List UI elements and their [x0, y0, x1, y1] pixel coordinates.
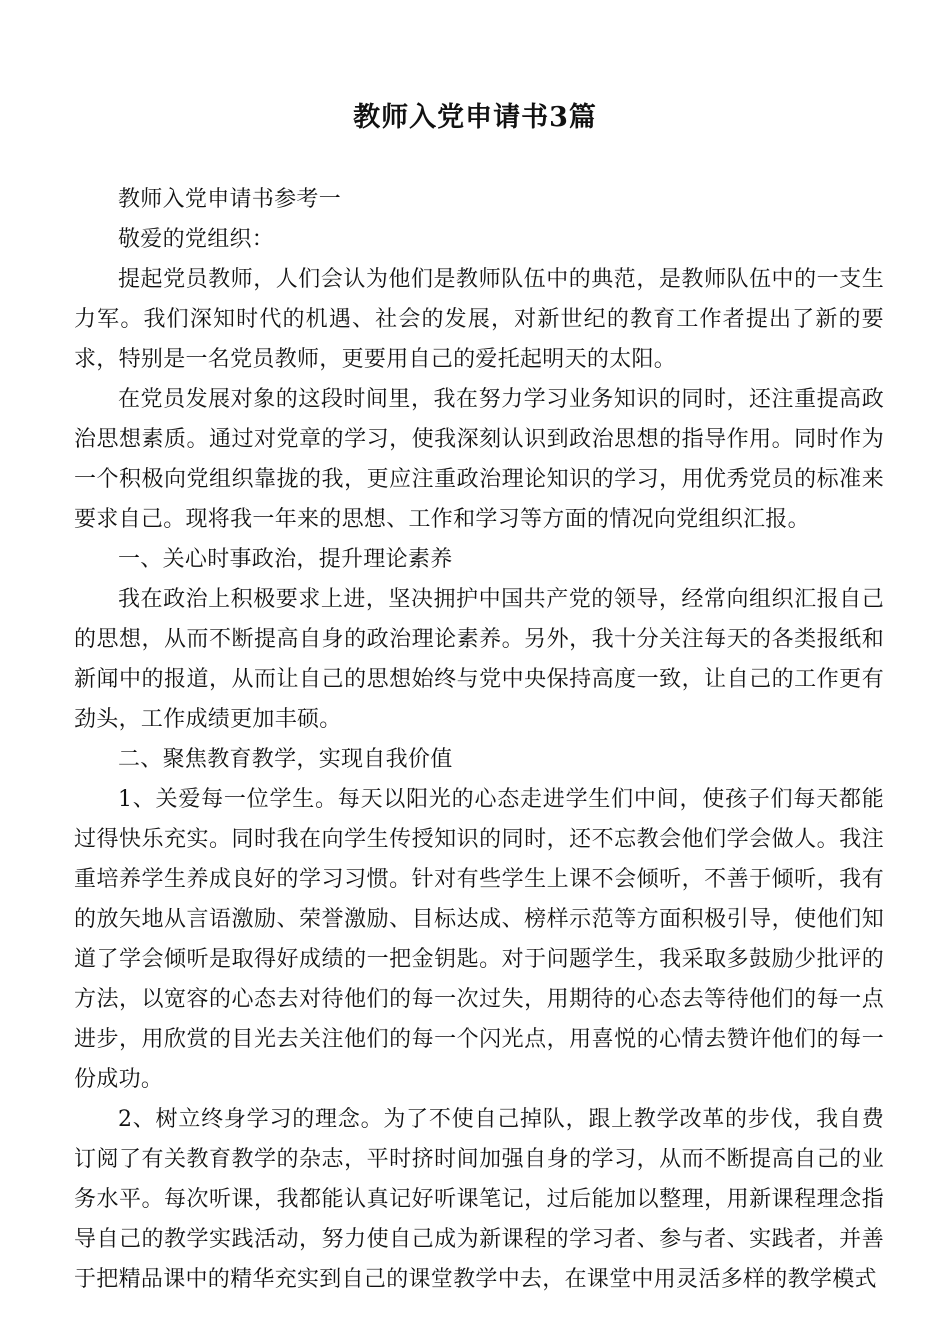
section-heading-teaching: 二、聚焦教育教学，实现自我价值: [118, 747, 453, 772]
document-body: [74, 180, 884, 1300]
paragraph-development-period: 在党员发展对象的这段时间里，我在努力学习业务知识的同时，还注重提高政治思想素质。通过对党章的学习，使我深刻认识到政治思想的指导作用。同时作为一个积极向党组织靠拢的我，更应注重政治理论知识的学习，用优秀党员的标准来要求自己。现将我一年来的思想、工作和学习等方面的情况向党组织汇报。: [74, 387, 884, 532]
document-title: 教师入党申请书3篇: [353, 102, 597, 133]
paragraph-lifelong-learning: 2、树立终身学习的理念。为了不使自己掉队，跟上教学改革的步伐，我自费订阅了有关教育教学的杂志，平时挤时间加强自身的学习，从而不断提高自己的业务水平。每次听课，我都能认真记好听课笔记，过后能加以整理，用新课程理念指导自己的教学实践活动，努力使自己成为新课程的学习者、参与者、实践者，并善于把精品课中的精华充实到自己的课堂教学中去，在课堂中用灵活多样的教学模式: [74, 1107, 884, 1292]
paragraph-care-students: 1、关爱每一位学生。每天以阳光的心态走进学生们中间，使孩子们每天都能过得快乐充实。同时我在向学生传授知识的同时，还不忘教会他们学会做人。我注重培养学生养成良好的学习习惯。针对有些学生上课不会倾听，不善于倾听，我有的放矢地从言语激励、荣誉激励、目标达成、榜样示范等方面积极引导，使他们知道了学会倾听是取得好成绩的一把金钥匙。对于问题学生，我采取多鼓励少批评的方法，以宽容的心态去对待他们的每一次过失，用期待的心态去等待他们的每一点进步，用欣赏的目光去关注他们的每一个闪光点，用喜悦的心情去赞许他们的每一份成功。: [74, 787, 884, 1092]
section-heading-politics: 一、关心时事政治，提升理论素养: [118, 547, 453, 572]
paragraph-politics: 我在政治上积极要求上进，坚决拥护中国共产党的领导，经常向组织汇报自己的思想，从而不断提高自身的政治理论素养。另外，我十分关注每天的各类报纸和新闻中的报道，从而让自己的思想始终与党中央保持高度一致，让自己的工作更有劲头，工作成绩更加丰硕。: [74, 587, 884, 732]
salutation: 敬爱的党组织：: [118, 227, 275, 252]
paragraph-intro: 提起党员教师，人们会认为他们是教师队伍中的典范，是教师队伍中的一支生力军。我们深知时代的机遇、社会的发展，对新世纪的教育工作者提出了新的要求，特别是一名党员教师，更要用自己的爱托起明天的太阳。: [74, 267, 884, 372]
section-heading-reference-one: 教师入党申请书参考一: [118, 187, 342, 212]
